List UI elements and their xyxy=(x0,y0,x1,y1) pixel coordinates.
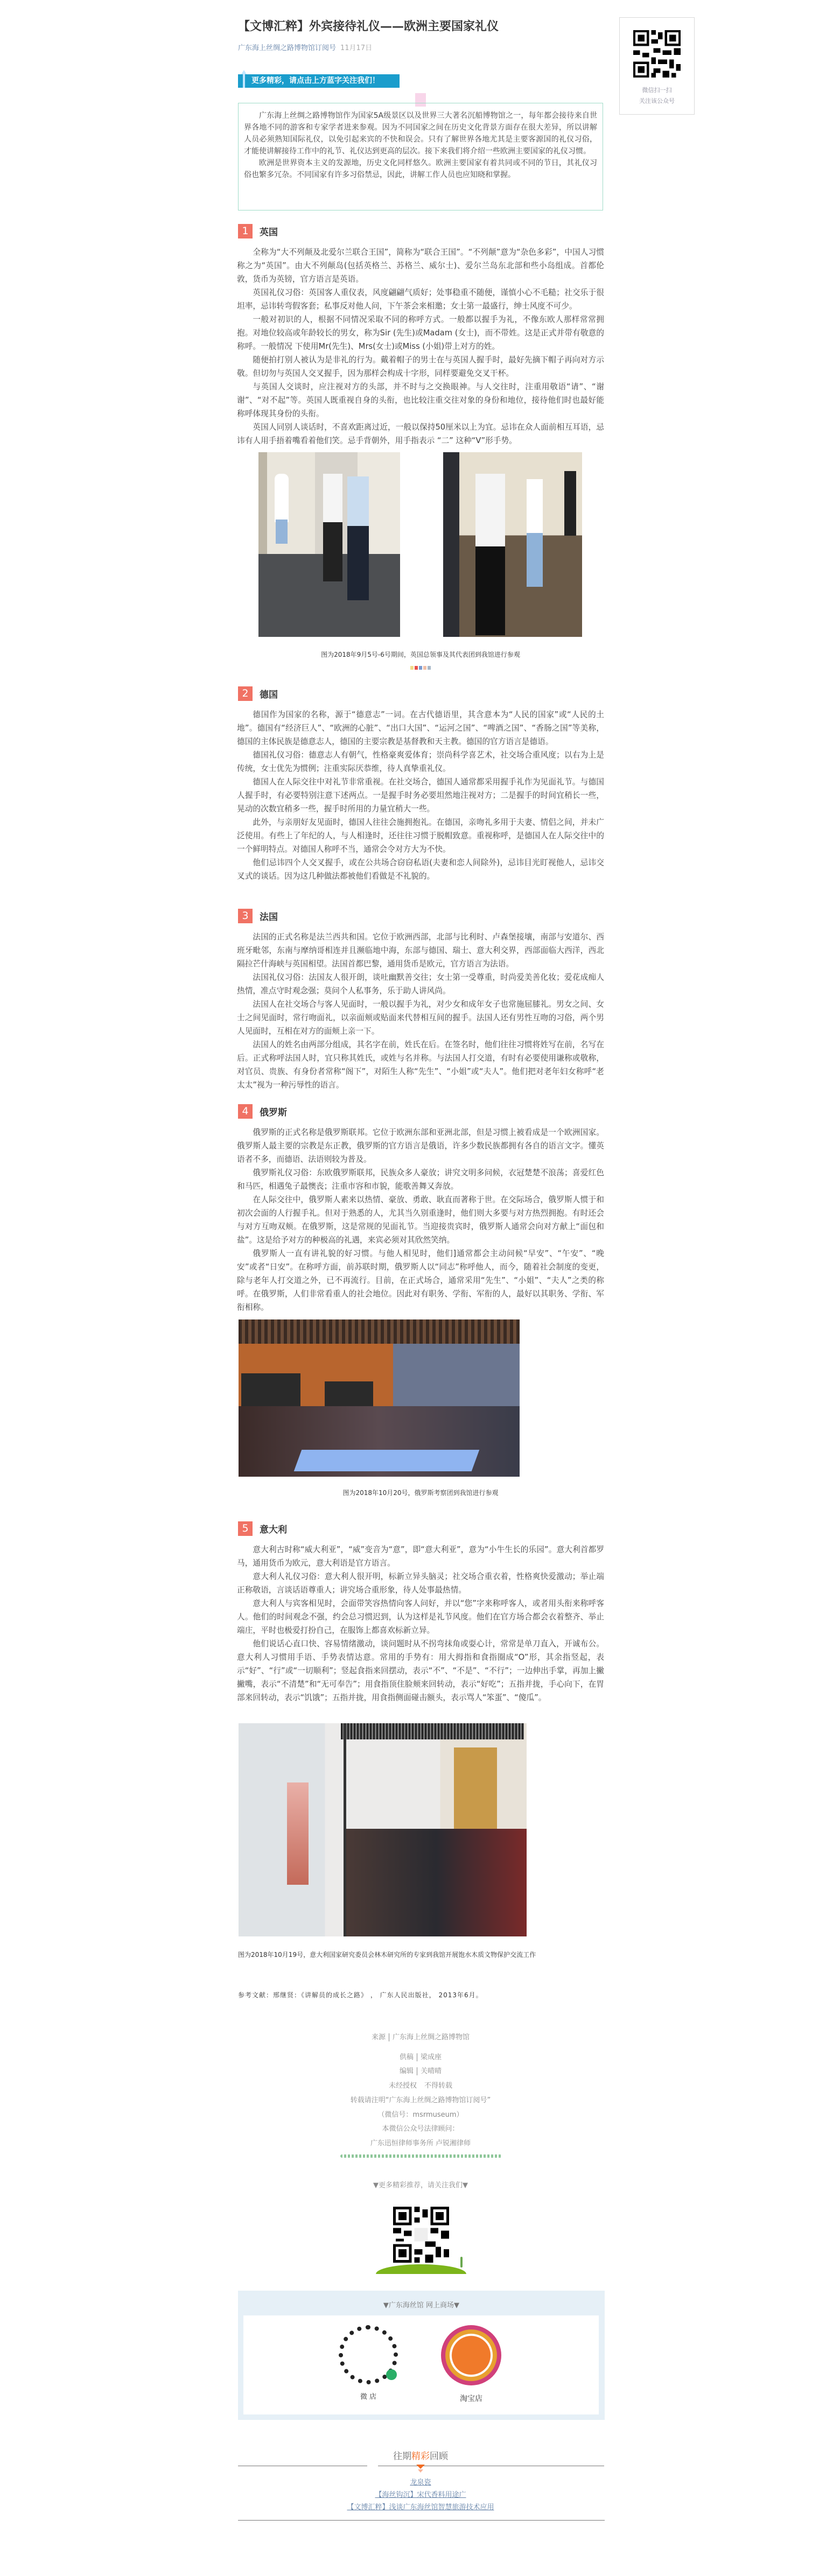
section-number: 3 xyxy=(238,909,253,923)
follow-qr-panel xyxy=(619,17,695,115)
review-link[interactable]: 【文博汇粹】浅谈广东海丝馆智慧旅游技术应用 xyxy=(347,2503,494,2511)
photo-italy-experts xyxy=(239,1723,527,1936)
section-body-germany xyxy=(237,708,604,883)
account-link[interactable]: 广东海上丝绸之路博物馆订阅号 xyxy=(238,44,337,52)
review-links xyxy=(237,2476,604,2514)
recommend-text: ▼更多精彩推荐，请关注我们▼ xyxy=(373,2181,468,2189)
section-title: 意大利 xyxy=(260,1525,287,1535)
text: 回顾 xyxy=(430,2451,448,2462)
label: 编辑 xyxy=(399,2067,414,2075)
value: 梁成座 xyxy=(421,2053,442,2061)
divider xyxy=(238,2520,605,2521)
paragraph: 他们忌讳四个人交叉握手，或在公共场合窃窃私语(夫妻和恋人间除外)，忌讳目光盯视他人，忌讳交叉式的谈话。因为这几种做法都被他们看做是不礼貌的。 xyxy=(237,858,604,881)
section-header-uk xyxy=(238,224,278,238)
paragraph: 法国礼仪习俗：法国友人很开朗，谈吐幽默善交往；女士第一受尊重，时尚爱美善化妆；爱花成痴人热情，准点守时观念强；莫问个人私事务，乐于助人讲风尚。 xyxy=(237,973,604,995)
up-arrow-icon xyxy=(241,70,247,88)
paragraph: 俄罗斯礼仪习俗：东欧俄罗斯联邦，民族众多人豪放；讲究文明多问候，衣冠楚楚不浪荡；喜爱红色和马匹，相遇兔子最懊丧；注重市容和市貌，能歌善舞又奔放。 xyxy=(237,1168,604,1191)
paragraph: 他们说话心直口快、容易情绪激动，谈问题时从不拐弯抹角或耍心计，常常是单刀直入，开诚布公。意大利人习惯用手语、手势表情达意。常用的手势有：用大拇指和食指圈成“O”形，其余指竖起，表示“好”、“行”或“一切顺利”；竖起食指来回摆动，表示“不”、“不是”、“不行”；一边伸出手掌，再加上撇撇嘴，表示“不清楚”和“无可奉告”；用食指顶住脸颊来回转动，表示“好吃”；五指并拢，手心向下，在胃部来回转动，表示“饥饿”；五指并拢，用食指侧面碰击额头，表示骂人“笨蛋”、“傻瓜”。 xyxy=(237,1639,604,1702)
intro-box xyxy=(238,103,603,210)
taobao-qr-icon xyxy=(441,2325,501,2385)
article-title: 【文博汇粹】外宾接待礼仪——欧洲主要国家礼仪 xyxy=(238,20,499,33)
paragraph: 德国作为国家的名称，源于“德意志”一词。在古代德语里，其含意本为“人民的国家”或“人民的土地”。德国有“经济巨人”、“欧洲的心脏”、“出口大国”、“运河之国”、“啤酒之国”、“香肠之国”等美称，德国的主体民族是德意志人，德国的主要宗教是基督教和天主教。德国的官方语言是德语。 xyxy=(237,710,604,746)
credit-editor xyxy=(237,2066,604,2077)
qr-code-icon xyxy=(393,2207,449,2263)
repost-note: 转载请注明“广东海上丝绸之路博物馆订阅号” xyxy=(350,2096,491,2104)
value: 广东海上丝绸之路博物馆 xyxy=(393,2033,470,2041)
reference: 参考文献：邢继贤：《讲解员的成长之路》 ， 广东人民出版社， 2013年6月。 xyxy=(238,1991,483,1999)
paragraph: 法国人的姓名由两部分组成，其名字在前，姓氏在后。在签名时，他们往往习惯将姓写在前，名写在后。正式称呼法国人时，宜只称其姓氏，或姓与名并称。与法国人打交道，有时有必要使用谦称或敬称，对官员、贵族、有身份者常称“阁下”，对陌生人称“先生”、“小姐”或“夫人”。他们把对老年妇女称呼“老太太”视为一种污辱性的语言。 xyxy=(237,1040,604,1090)
review-title xyxy=(237,2448,604,2462)
section-number: 1 xyxy=(238,224,253,238)
weidian-shop[interactable] xyxy=(335,2325,401,2401)
section-number: 4 xyxy=(238,1104,253,1119)
credit-contributor xyxy=(237,2052,604,2063)
shop-label: 微 店 xyxy=(360,2393,377,2401)
section-body-italy xyxy=(237,1543,604,1704)
follow-banner[interactable] xyxy=(238,74,400,88)
mall-title: ▼广东海丝馆 网上商场▼ xyxy=(383,2301,460,2310)
paragraph: 英国礼仪习俗：英国客人重仪表，风度翩翩气质好；处事稳重不随便，谨慎小心不毛糙；社交乐于很坦率，忌讳转弯假客套；私事反对他人问，下午茶会来相邀；女士第一最盛行，绅士风度不可少。 xyxy=(237,288,604,311)
wechat-id: （微信号：msrmuseum） xyxy=(377,2111,464,2119)
paragraph: 意大利人与宾客相见时，会面带笑容热情向客人问好，并以“您”字来称呼客人，或者用头衔来称呼客人。他们的时间观念不强，约会总习惯迟到，认为这样是礼节风度。他们在官方场合都会衣着整齐、举止端庄，平时也极爱打扮自己，在服饰上都喜欢标新立异。 xyxy=(237,1599,604,1635)
value: 关晴晴 xyxy=(421,2067,442,2075)
section-body-uk xyxy=(237,245,604,447)
intro-paragraph: 广东海上丝绸之路博物馆作为国家5A级景区以及世界三大著名沉船博物馆之一，每年都会接待来自世界各地不同的游客和专家学者进来参观。因为不同国家之间在历史文化背景方面存在很大差异，所以讲解人员必须熟知国际礼仪，以免引起来宾的不快和误会。只有了解世界各地尤其是主要客源国的礼仪习俗，才能使讲解接待工作中的礼节、礼仪达到更高的层次。接下来我们将介绍一些欧洲主要国家的礼仪习惯。 xyxy=(244,111,597,156)
qr-code-icon xyxy=(633,30,681,78)
paragraph: 全称为“大不列颠及北爱尔兰联合王国”，简称为“联合王国”。“不列颠”意为“杂色多彩”，中国人习惯称之为“英国”。由大不列颠岛(包括英格兰、苏格兰、威尔士)、爱尔兰岛东北部和些小岛组成。首都伦敦，货币为英镑，官方语言是英语。 xyxy=(237,248,604,284)
paragraph: 法国的正式名称是法兰西共和国。它位于欧洲西部，北部与比利时、卢森堡接壤，南部与安道尔、西班牙毗邻，东南与摩纳哥相连并且濒临地中海，东部与德国、瑞士、意大利交界，西部面临大西洋，西北隔拉芒什海峡与英国相望。法国首都巴黎，通用货币是欧元，官方语言为法语。 xyxy=(237,932,604,968)
credit-source xyxy=(237,2032,604,2043)
label: 供稿 xyxy=(399,2053,414,2061)
paragraph: 德国礼仪习俗：德意志人有朝气，性格豪爽爱体育；崇尚科学喜艺术，社交场合重风度；以右为上是传统，女士优先为惯例；注重实际厌恭维，待人真挚重礼仪。 xyxy=(237,750,604,773)
follow-banner-text: 更多精彩，请点击上方蓝字关注我们！ xyxy=(251,76,380,85)
mini-program-code-icon xyxy=(339,2325,398,2384)
photo-uk-consul-1 xyxy=(258,452,400,637)
text-highlight: 精彩 xyxy=(411,2451,430,2462)
triangle-down-icon xyxy=(416,2465,425,2473)
qr-caption-2: 关注该公众号 xyxy=(639,97,675,104)
legal-label: 本微信公众号法律顾问： xyxy=(382,2125,459,2133)
section-title: 德国 xyxy=(260,690,278,700)
paragraph: 法国人在社交场合与客人见面时，一般以握手为礼，对少女和成年女子也常施屈膝礼。男女之间、女士之间见面时，常行吻面礼，以亲面颊或贴面来代替相互间的握手。法国人还有男性互吻的习俗，两个男人见面时，互相在对方的面颊上亲一下。 xyxy=(237,1000,604,1036)
no-repost-notice xyxy=(237,2081,604,2091)
online-mall-box xyxy=(238,2291,605,2420)
legal-counsel: 广东迅恒律师事务所 卢锐湘律师 xyxy=(370,2139,471,2147)
paragraph: 意大利古时称“威大利亚”，“威”变音为“意”，即“意大利亚”，意为“小牛生长的乐园”。意大利首都罗马，通用货币为欧元，意大利语是官方语言。 xyxy=(237,1545,604,1568)
section-header-france xyxy=(238,909,278,923)
review-link[interactable]: 【海丝钩沉】宋代香料用途广 xyxy=(375,2491,466,2499)
photo-russia-delegation xyxy=(239,1319,520,1477)
grass-decoration xyxy=(376,2264,466,2274)
paragraph: 意大利人礼仪习俗：意大利人很开明，标新立异头脑灵；社交场合重衣着，性格爽快爱激动；举止端正称敬语，言谈话语尊重人；讲究场合重形象，待人处事最热情。 xyxy=(237,1572,604,1595)
article-meta xyxy=(238,42,372,52)
section-title: 法国 xyxy=(260,912,278,923)
section-number: 5 xyxy=(238,1521,253,1536)
vine-divider xyxy=(340,2154,502,2158)
photo-caption: 图为2018年10月20号，俄罗斯考察团到我馆进行参观 xyxy=(342,1489,499,1497)
paragraph: 与英国人交谈时，应注视对方的头部，并不时与之交换眼神。与人交往时，注重用敬语“请”、“谢谢”、“对不起”等。英国人既重视自身的头衔，也比较注重交往对象的身份和地位，接待他们时也最好能称呼体现其身份的头衔。 xyxy=(237,382,604,418)
paragraph: 英国人同别人谈话时，不喜欢距离过近，一般以保持50厘米以上为宜。忌讳在众人面前相互耳语，忌讳有人用手捂着嘴看着他们笑。忌手背朝外，用手指表示 “二” 这种“V”形手势。 xyxy=(237,423,604,445)
photo-caption: 图为2018年10月19号，意大利国家研究委员会林木研究所的专家到我馆开展饱水木质文物保护交流工作 xyxy=(238,1951,536,1959)
publish-date: 11月17日 xyxy=(340,44,373,52)
label: 未经授权 xyxy=(388,2082,417,2090)
review-link[interactable]: 龙泉瓷 xyxy=(410,2479,431,2487)
paragraph: 俄罗斯人一直有讲礼貌的好习惯。与他人相见时，他们]通常都会主动问候“早安”、“午安”、“晚安”或者“日安”。在称呼方面，前苏联时期，俄罗斯人以“同志”称呼他人，而今，随着社会制度的变更，除与老年人打交道之外，已不再流行。目前，在正式场合，通常采用“先生”、“小姐”、“夫人”之类的称呼。在俄罗斯，人们非常看重人的社会地位。因此对有职务、学衔、军衔的人，最好以其职务、学衔、军衔相称。 xyxy=(237,1249,604,1312)
color-dots-divider xyxy=(410,666,431,670)
sprout-icon xyxy=(460,2257,463,2268)
paragraph: 此外，与亲朋好友见面时，德国人往往会施拥抱礼。在德国，亲吻礼多用于夫妻、情侣之间，并未广泛使用。有些上了年纪的人，与人相逢时，还往往习惯于脱帽致意。重视称呼，是德国人在人际交往中的一个鲜明特点。对德国人称呼不当，通常会令对方大为不快。 xyxy=(237,818,604,854)
paragraph: 德国人在人际交往中对礼节非常重视。在社交场合，德国人通常都采用握手礼作为见面礼节。与德国人握手时，有必要特别注意下述两点。一是握手时务必要坦然地注视对方；二是握手的时间宜稍长一些，晃动的次数宜稍多一些，握手时所用的力量宜稍大一些。 xyxy=(237,777,604,813)
text: 往期 xyxy=(393,2451,411,2462)
paragraph: 随便拍打别人被认为是非礼的行为。戴着帽子的男士在与英国人握手时，最好先摘下帽子再向对方示敬。但切勿与英国人交叉握手，因为那样会构成十字形，同样要避免交叉干杯。 xyxy=(237,355,604,378)
label: 来源 xyxy=(371,2033,386,2041)
value: 不得转载 xyxy=(424,2082,453,2090)
taobao-shop[interactable] xyxy=(436,2325,506,2404)
intro-paragraph: 欧洲是世界资本主义的发源地，历史文化同样悠久。欧洲主要国家有着共同或不同的节日，其礼仪习俗也繁多冗杂。不同国家有许多习俗禁忌，因此，讲解工作人员也应知晓和掌握。 xyxy=(244,159,597,179)
photo-uk-consul-2 xyxy=(443,452,582,637)
paragraph: 一般对初识的人，根据不同情况采取不同的称呼方式。一般都以握手为礼，不像东欧人那样常常拥抱。对地位较高或年龄较长的男女，称为Sir (先生)或Madam (女士)，而不带姓。这是正式并带有敬意的称呼。一般情况 下使用Mr(先生)、Mrs(女士)或Miss (小姐)带上对方的姓。 xyxy=(237,315,604,351)
qr-caption-1: 微信扫一扫 xyxy=(642,87,672,94)
section-title: 英国 xyxy=(260,227,278,238)
section-header-italy xyxy=(238,1521,287,1536)
section-header-russia xyxy=(238,1104,287,1119)
section-number: 2 xyxy=(238,686,253,701)
section-title: 俄罗斯 xyxy=(260,1107,287,1118)
shop-label: 淘宝店 xyxy=(460,2395,482,2403)
section-body-france xyxy=(237,930,604,1092)
photo-caption: 图为2018年9月5号-6号期间，英国总领事及其代表团到我馆进行参观 xyxy=(321,651,520,658)
section-body-russia xyxy=(237,1126,604,1314)
paragraph: 俄罗斯的正式名称是俄罗斯联邦。它位于欧洲东部和亚洲北部，但是习惯上被看成是一个欧洲国家。俄罗斯人最主要的宗教是东正教，俄罗斯的官方语言是俄语，许多少数民族都拥有各自的语言文字。懂英语者不多，而德语、法语则较为普及。 xyxy=(237,1128,604,1164)
paragraph: 在人际交往中，俄罗斯人素来以热情、豪放、勇敢、耿直而著称于世。在交际场合，俄罗斯人惯于和初次会面的人行握手礼。但对于熟悉的人，尤其当久别重逢时，他们则大多要与对方热烈拥抱。有时还会与对方互吻双颊。在俄罗斯，这是常规的见面礼节。当迎接贵宾时，俄罗斯人通常会向对方献上“面包和盐”。这是给予对方的种极高的礼遇，来宾必须对其欣然笑纳。 xyxy=(237,1195,604,1245)
section-header-germany xyxy=(238,686,278,701)
